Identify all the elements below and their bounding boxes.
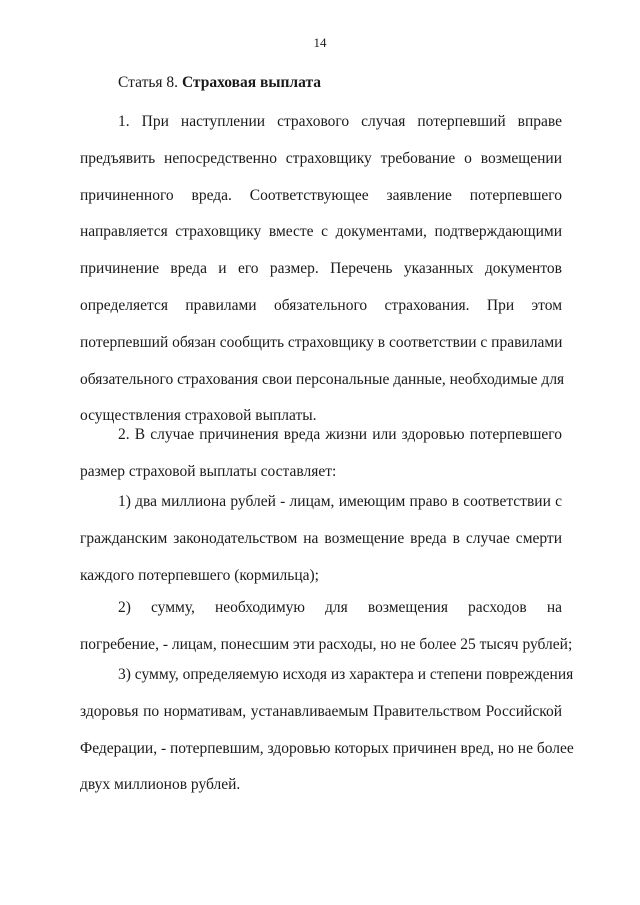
text-line: 2. В случае причинения вреда жизни или здоровью потерпевшего (118, 426, 562, 443)
text-line: предъявить непосредственно страховщику требование о возмещении (80, 149, 562, 167)
article-title: Страховая выплата (181, 74, 322, 91)
paragraph-1 (80, 111, 565, 442)
text-line: осуществления страховой выплаты. (80, 407, 317, 425)
text-line: 1. При наступлении страхового случая потерпевший вправе (118, 113, 562, 130)
list-item-3 (80, 664, 574, 811)
text-line: направляется страховщику вместе с документами, подтверждающими (80, 223, 562, 241)
text-line: здоровья по нормативам, устанавливаемым Правительством Российской (80, 702, 562, 720)
page-number: 14 (313, 35, 327, 50)
text-line: причинение вреда и его размер. Перечень указанных документов (80, 260, 562, 278)
text-line: гражданским законодательством на возмещение вреда в случае смерти (80, 529, 562, 547)
text-line: обязательного страхования свои персональные данные, необходимые для (80, 370, 565, 388)
list-item-1 (80, 491, 562, 601)
paragraph-2 (80, 424, 562, 498)
article-heading (118, 74, 321, 92)
article-number: Статья 8. (118, 74, 182, 91)
text-line: Федерации, - потерпевшим, здоровью которых причинен вред, но не более (80, 739, 574, 757)
text-line: 1) два миллиона рублей - лицам, имеющим право в соответствии с (118, 493, 562, 510)
text-line: 3) сумму, определяемую исходя из характера и степени повреждения (118, 666, 574, 683)
text-line: потерпевший обязан сообщить страховщику в соответствии с правилами (80, 333, 563, 351)
text-line: размер страховой выплаты составляет: (80, 462, 337, 480)
list-item-2 (80, 597, 573, 671)
text-line: каждого потерпевшего (кормильца); (80, 566, 319, 584)
text-line: причиненного вреда. Соответствующее заявление потерпевшего (80, 186, 562, 204)
text-line: двух миллионов рублей. (80, 776, 241, 794)
text-line: определяется правилами обязательного страхования. При этом (80, 296, 562, 314)
text-line: погребение, - лицам, понесшим эти расходы, но не более 25 тысяч рублей; (80, 635, 573, 653)
text-line: 2) сумму, необходимую для возмещения расходов на (118, 599, 562, 616)
